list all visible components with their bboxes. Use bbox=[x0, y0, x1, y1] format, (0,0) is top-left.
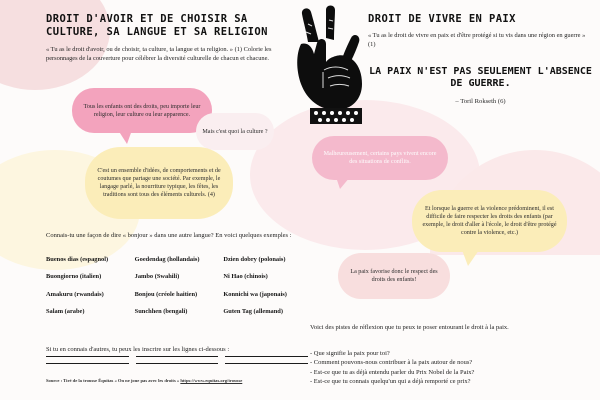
peace-attribution: – Toril Rokseth (6) bbox=[455, 98, 506, 105]
greeting-item: Ni Hao (chinois) bbox=[223, 273, 268, 281]
write-line[interactable] bbox=[136, 363, 219, 364]
speech-bubble-war-tail bbox=[462, 250, 479, 266]
reflection-question: - Comment pouvons-nous contribuer à la paix autour de nous? bbox=[310, 359, 473, 367]
greeting-item: Amakuru (rwandais) bbox=[46, 290, 104, 298]
write-line-row[interactable] bbox=[46, 356, 308, 357]
write-in-lines[interactable] bbox=[46, 356, 308, 370]
speech-bubble-war-text: Et lorsque la guerre et la violence prédominent, il est difficile de faire respecter les droits des enfants (par exemple, le droit d'aller à l'école, le droit d'être protégé contre la violence, etc.) bbox=[422, 205, 557, 237]
write-line-row[interactable] bbox=[46, 363, 308, 364]
greeting-item: Dzien dobry (polonais) bbox=[223, 256, 286, 263]
speech-bubble-rights-tail bbox=[118, 130, 132, 144]
write-line[interactable] bbox=[225, 356, 308, 357]
reflection-questions bbox=[310, 349, 598, 387]
speech-bubble-peace-text: La paix favorise donc le respect des droits des enfants! bbox=[350, 268, 438, 283]
greeting-item: Jambo (Swahili) bbox=[134, 273, 180, 281]
left-section-title: DROIT D'AVOIR ET DE CHOISIR SA CULTURE, SA LANGUE ET SA RELIGION bbox=[46, 13, 268, 38]
write-line[interactable] bbox=[46, 356, 129, 357]
speech-bubble-culture-definition bbox=[85, 147, 233, 219]
speech-bubble-conflict bbox=[312, 136, 448, 180]
greeting-item: Sunchhen (bengali) bbox=[134, 308, 188, 316]
peace-subtitle: LA PAIX N'EST PAS SEULEMENT L'ABSENCE DE GUERRE. bbox=[369, 66, 592, 89]
reflection-question: - Est-ce que tu connais quelqu'un qui a déjà remporté ce prix? bbox=[310, 378, 471, 386]
reflection-question: - Que signifie la paix pour toi? bbox=[310, 350, 390, 357]
peace-sign-hand-icon bbox=[288, 4, 372, 130]
greeting-item: Konnichi wa (japonais) bbox=[223, 290, 287, 298]
greeting-item: Buenos dias (espagnol) bbox=[46, 256, 109, 263]
left-section-quote: « Tu as le droit d'avoir, ou de choisir, ta culture, ta langue et ta religion. » (1) Colorie les personnages de la couverture pour célébrer la diversité culturelle de chacun et chacune. bbox=[46, 46, 272, 62]
speech-bubble-war bbox=[412, 190, 567, 252]
source-url[interactable]: https://www.equitas.org/trousse bbox=[180, 378, 243, 383]
speech-bubble-rights-text: Tous les enfants ont des droits, peu importe leur religion, leur culture ou leur apparence. bbox=[83, 103, 201, 118]
speech-bubble-peace bbox=[338, 253, 450, 299]
write-line[interactable] bbox=[225, 363, 308, 364]
source-prefix: Source : Tiré de la trousse Équitas « On ne joue pas avec les droits » bbox=[46, 378, 181, 383]
speech-bubble-conflict-tail bbox=[336, 177, 350, 189]
speech-bubble-what-is-culture bbox=[196, 113, 274, 150]
hand-cuff-pattern bbox=[310, 108, 362, 124]
greeting-item: Guten Tag (allemand) bbox=[223, 308, 283, 316]
speech-bubble-what-is-culture-text: Mais c'est quoi la culture ? bbox=[202, 128, 268, 135]
reflection-question: - Est-ce que tu as déjà entendu parler du Prix Nobel de la Paix? bbox=[310, 368, 475, 376]
reflection-intro: Voici des pistes de réflexion que tu peux te poser entourant le droit à la paix. bbox=[310, 324, 509, 331]
speech-bubble-rights bbox=[72, 88, 212, 133]
source-credit bbox=[46, 378, 301, 384]
speech-bubble-culture-definition-text: C'est un ensemble d'idées, de comportements et de coutumes que partage une société. Par exemple, le langage parlé, la nourriture typique, les fêtes, les traditions sont tous des éléments culturels. (4) bbox=[97, 167, 221, 199]
greetings-grid bbox=[46, 256, 308, 317]
write-line[interactable] bbox=[136, 356, 219, 357]
greeting-item: Goedendag (hollandais) bbox=[134, 256, 200, 263]
write-lines-intro: Si tu en connais d'autres, tu peux les inscrire sur les lignes ci-dessous : bbox=[46, 346, 230, 353]
right-section-quote: « Tu as le droit de vivre en paix et d'être protégé si tu vis dans une région en guerre » (1) bbox=[368, 32, 586, 48]
right-section-title: DROIT DE VIVRE EN PAIX bbox=[368, 13, 516, 25]
speech-bubble-conflict-text: Malheureusement, certains pays vivent encore des situations de conflits. bbox=[323, 151, 437, 165]
greeting-item: Bonjou (créole haitien) bbox=[134, 290, 198, 298]
write-line[interactable] bbox=[46, 363, 129, 364]
greeting-item: Buongiorno (italien) bbox=[46, 273, 102, 281]
greeting-item: Salam (arabe) bbox=[46, 308, 85, 316]
greetings-intro: Connais-tu une façon de dire « bonjour » dans une autre langue? En voici quelques exemples : bbox=[46, 232, 292, 239]
